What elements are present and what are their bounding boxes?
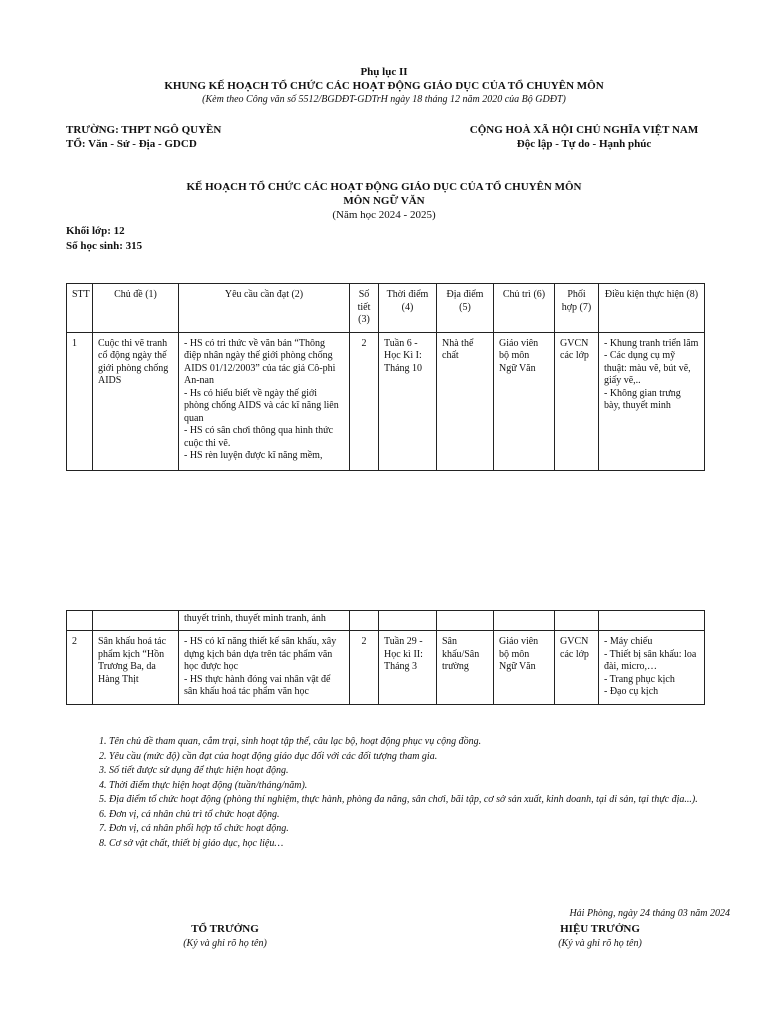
row1-periods: 2 [350, 332, 379, 470]
plan-title: KẾ HOẠCH TỔ CHỨC CÁC HOẠT ĐỘNG GIÁO DỤC CỦA TỔ CHUYÊN MÔN [186, 181, 582, 193]
requirement-line: - Hs có hiểu biết về ngày thế giới phòng chống AIDS và các kĩ năng liên quan [184, 387, 339, 424]
school-name: TRƯỜNG: THPT NGÔ QUYỀN [66, 124, 222, 136]
school-year: (Năm học 2024 - 2025) [332, 209, 436, 221]
row1-time: Tuần 6 - Học Kì I: Tháng 10 [379, 332, 437, 470]
row1-topic: Cuộc thi vẽ tranh cổ động ngày thế giới phòng chống AIDS [93, 332, 179, 470]
attached-note: (Kèm theo Công văn số 5512/BGDĐT-GDTrH ngày 18 tháng 12 năm 2020 của Bộ GDĐT) [202, 94, 566, 105]
cont-empty-cell [350, 611, 379, 631]
grade-label: Khối lớp: 12 [66, 225, 125, 237]
plan-subject: MÔN NGỮ VĂN [343, 195, 425, 207]
row1-requirements [179, 332, 350, 470]
footnote: 5. Địa điểm tổ chức hoạt động (phòng thí nghiệm, thực hành, phòng đa năng, sân chơi, bãi tập, cơ sở sản xuất, kinh doanh, tại di sản, tại thực địa...). [99, 794, 698, 805]
cont-empty-cell [437, 611, 494, 631]
footnote: 1. Tên chủ đề tham quan, cắm trại, sinh hoạt tập thể, câu lạc bộ, hoạt động phục vụ cộng đồng. [99, 736, 482, 747]
signature-left-note: (Ký và ghi rõ họ tên) [183, 938, 267, 949]
footnote: 4. Thời điểm thực hiện hoạt động (tuần/tháng/năm). [99, 779, 308, 791]
footnote: 3. Số tiết được sử dụng để thực hiện hoạt động. [99, 765, 289, 776]
footnote: 2. Yêu cầu (mức độ) cần đạt của hoạt động giáo dục đối với các đối tượng tham gia. [99, 750, 438, 762]
requirement-line: - HS thực hành đóng vai nhân vật để sân khấu hoá tác phẩm văn học [184, 673, 331, 697]
row1-host: Giáo viên bộ môn Ngữ Văn [494, 332, 555, 470]
row2-stt: 2 [67, 631, 93, 705]
requirement-line: - HS có tri thức về văn bản “Thông điệp nhân ngày thế giới phòng chống AIDS 01/12/2003” của tác giả Cô-phi An-nan [184, 337, 336, 386]
condition-line: - Trang phục kịch [604, 673, 675, 685]
header-place: Địa điểm (5) [437, 284, 494, 333]
student-count: Số học sinh: 315 [66, 240, 143, 252]
header-stt: STT [67, 284, 93, 333]
row1-conditions [599, 332, 705, 470]
header-periods: Số tiết (3) [350, 284, 379, 333]
requirement-line: - HS có kĩ năng thiết kế sân khấu, xây dựng kịch bản dựa trên tác phẩm văn học được học [184, 636, 337, 672]
condition-line: - Thiết bị sân khấu: loa đài, micro,… [604, 648, 697, 672]
footnote: 7. Đơn vị, cá nhân phối hợp tổ chức hoạt động. [99, 823, 289, 834]
row1-stt: 1 [67, 332, 93, 470]
header-conditions: Điều kiện thực hiện (8) [599, 284, 705, 333]
condition-line: - Không gian trưng bày, thuyết minh [604, 387, 681, 411]
national-motto: Độc lập - Tự do - Hạnh phúc [516, 138, 652, 150]
row2-time: Tuần 29 - Học kì II: Tháng 3 [379, 631, 437, 705]
requirement-line: - HS rèn luyện được kĩ năng mềm, [184, 450, 323, 461]
table-row [67, 611, 705, 631]
header-topic: Chủ đề (1) [93, 284, 179, 333]
cont-empty-cell [67, 611, 93, 631]
row2-periods: 2 [350, 631, 379, 705]
condition-line: - Các dụng cụ mỹ thuật: màu vẽ, bút vẽ, giấy vẽ,.. [604, 350, 691, 386]
place-date: Hải Phòng, ngày 24 tháng 03 năm 2024 [569, 908, 730, 919]
header-coop: Phối hợp (7) [555, 284, 599, 333]
cont-empty-cell [494, 611, 555, 631]
row2-requirements [179, 631, 350, 705]
footnote: 6. Đơn vị, cá nhân chủ trì tổ chức hoạt động. [99, 808, 280, 820]
activity-table-continued [66, 610, 705, 705]
cont-empty-cell [93, 611, 179, 631]
table-row [67, 631, 705, 705]
requirement-line: - HS có sân chơi thông qua hình thức cuộc thi vẽ. [184, 425, 334, 449]
table-row [67, 332, 705, 470]
appendix-label: Phụ lục II [360, 66, 408, 78]
header-requirements: Yêu cầu cần đạt (2) [179, 284, 350, 333]
footnote: 8. Cơ sở vật chất, thiết bị giáo dục, học liệu… [99, 837, 284, 849]
table-header-row [67, 284, 705, 333]
cont-empty-cell [599, 611, 705, 631]
row1-coop: GVCN các lớp [555, 332, 599, 470]
row1-requirements-continued: thuyết trình, thuyết minh tranh, ảnh [179, 611, 350, 631]
signature-right-title: HIỆU TRƯỞNG [560, 923, 640, 935]
condition-line: - Máy chiếu [604, 636, 653, 647]
row2-host: Giáo viên bộ môn Ngữ Văn [494, 631, 555, 705]
footnotes [99, 735, 709, 851]
header-host: Chủ trì (6) [494, 284, 555, 333]
row2-topic: Sân khấu hoá tác phẩm kịch “Hồn Trương Ba, da Hàng Thịt [93, 631, 179, 705]
department-name: TỔ: Văn - Sử - Địa - GDCD [66, 138, 197, 150]
activity-table [66, 283, 705, 471]
cont-empty-cell [379, 611, 437, 631]
row1-place: Nhà thể chất [437, 332, 494, 470]
condition-line: - Khung tranh triển lãm [604, 337, 699, 349]
signature-left-title: TỔ TRƯỞNG [191, 923, 259, 935]
condition-line: - Đạo cụ kịch [604, 686, 659, 697]
row2-coop: GVCN các lớp [555, 631, 599, 705]
cont-empty-cell [555, 611, 599, 631]
header-time: Thời điểm (4) [379, 284, 437, 333]
signature-right-note: (Ký và ghi rõ họ tên) [558, 938, 642, 949]
national-title: CỘNG HOÀ XÃ HỘI CHỦ NGHĨA VIỆT NAM [469, 124, 699, 136]
row2-conditions [599, 631, 705, 705]
row2-place: Sân khấu/Sân trường [437, 631, 494, 705]
frame-title: KHUNG KẾ HOẠCH TỔ CHỨC CÁC HOẠT ĐỘNG GIÁO DỤC CỦA TỔ CHUYÊN MÔN [164, 80, 604, 92]
